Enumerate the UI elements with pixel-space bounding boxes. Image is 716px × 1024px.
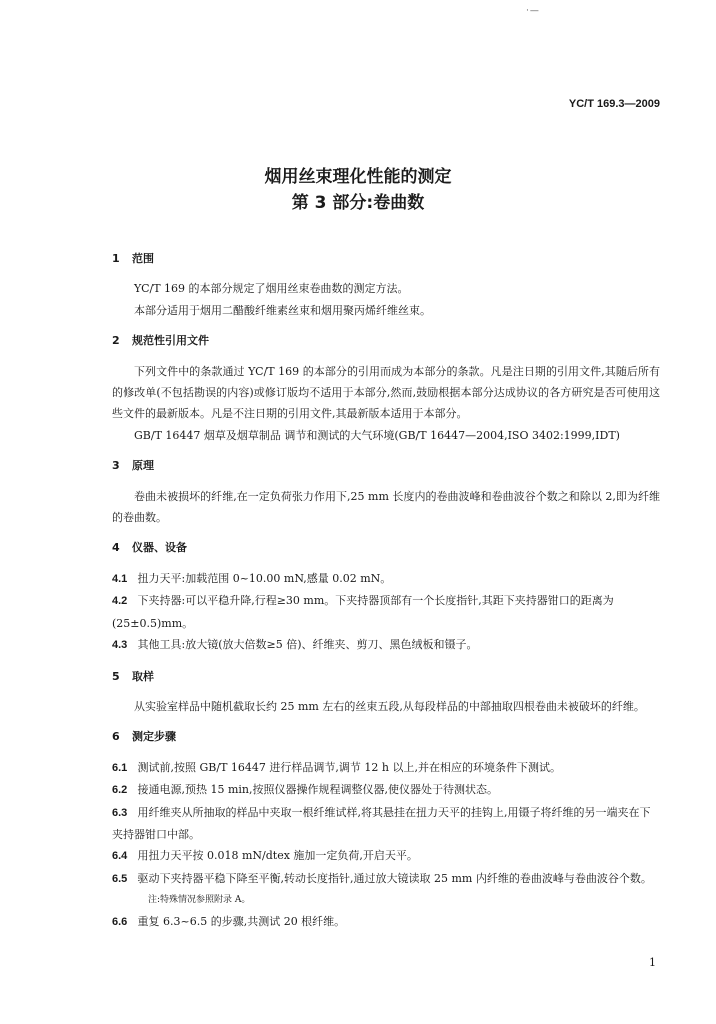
standard-number: YC/T 169.3—2009 bbox=[568, 98, 660, 110]
document-subtitle: 第 3 部分:卷曲数 bbox=[291, 193, 425, 213]
list-item: 4.3 其他工具:放大镜(放大倍数≥5 倍)、纤维夹、剪刀、黑色绒板和镊子。 bbox=[112, 638, 478, 652]
section-heading-sampling: 5 取样 bbox=[112, 669, 154, 683]
list-item: 6.6 重复 6.3~6.5 的步骤,共测试 20 根纤维。 bbox=[112, 915, 346, 929]
list-item: 6.5 驱动下夹持器平稳下降至平衡,转动长度指针,通过放大镜读取 25 mm 内纤维的卷曲波峰与卷曲波谷个数。 bbox=[112, 871, 652, 885]
top-mark: ·— bbox=[526, 6, 540, 16]
page-number: 1 bbox=[649, 956, 656, 969]
section-heading-references: 2 规范性引用文件 bbox=[112, 334, 209, 348]
paragraph: 下列文件中的条款通过 YC/T 169 的本部分的引用而成为本部分的条款。凡是注日期的引用文件,其随后所有的修改单(不包括勘误的内容)或修订版均不适用于本部分,然而,鼓励根据本部分达成协议的各方研究是否可使用这些文件的最新版本。凡是不注日期的引用文件,其最新版本适用于本部分。 bbox=[112, 364, 660, 421]
section-heading-scope: 1 范围 bbox=[112, 252, 154, 265]
list-item: 6.2 接通电源,预热 15 min,按照仪器操作规程调整仪器,使仪器处于待测状态。 bbox=[112, 783, 499, 797]
paragraph: 从实验室样品中随机截取长约 25 mm 左右的丝束五段,从每段样品的中部抽取四根卷曲未被破坏的纤维。 bbox=[134, 699, 645, 713]
list-item: 6.1 测试前,按照 GB/T 16447 进行样品调节,调节 12 h 以上,并在相应的环境条件下测试。 bbox=[112, 760, 561, 774]
document-body bbox=[112, 248, 660, 934]
section-heading-principle: 3 原理 bbox=[112, 459, 154, 473]
paragraph: 本部分适用于烟用二醋酸纤维素丝束和烟用聚丙烯纤维丝束。 bbox=[134, 303, 431, 317]
note: 注:特殊情况参照附录 A。 bbox=[148, 895, 251, 906]
list-item: 4.2 下夹持器:可以平稳升降,行程≥30 mm。下夹持器顶部有一个长度指针,其距下夹持器钳口的距离为(25±0.5)mm。 bbox=[112, 594, 614, 630]
paragraph: YC/T 169 的本部分规定了烟用丝束卷曲数的测定方法。 bbox=[134, 282, 409, 296]
paragraph: 卷曲未被损坏的纤维,在一定负荷张力作用下,25 mm 长度内的卷曲波峰和卷曲波谷个数之和除以 2,即为纤维的卷曲数。 bbox=[112, 489, 660, 525]
list-item: 4.1 扭力天平:加载范围 0~10.00 mN,感量 0.02 mN。 bbox=[112, 571, 392, 585]
list-item: 6.4 用扭力天平按 0.018 mN/dtex 施加一定负荷,开启天平。 bbox=[112, 849, 418, 863]
section-heading-apparatus: 4 仪器、设备 bbox=[112, 541, 187, 555]
section-heading-procedure: 6 测定步骤 bbox=[112, 730, 176, 744]
paragraph: GB/T 16447 烟草及烟草制品 调节和测试的大气环境(GB/T 16447—2004,ISO 3402:1999,IDT) bbox=[134, 428, 620, 442]
list-item: 6.3 用纤维夹从所抽取的样品中夹取一根纤维试样,将其悬挂在扭力天平的挂钩上,用镊子将纤维的另一端夹在下夹持器钳口中部。 bbox=[112, 805, 651, 841]
document-title: 烟用丝束理化性能的测定 bbox=[264, 167, 452, 187]
